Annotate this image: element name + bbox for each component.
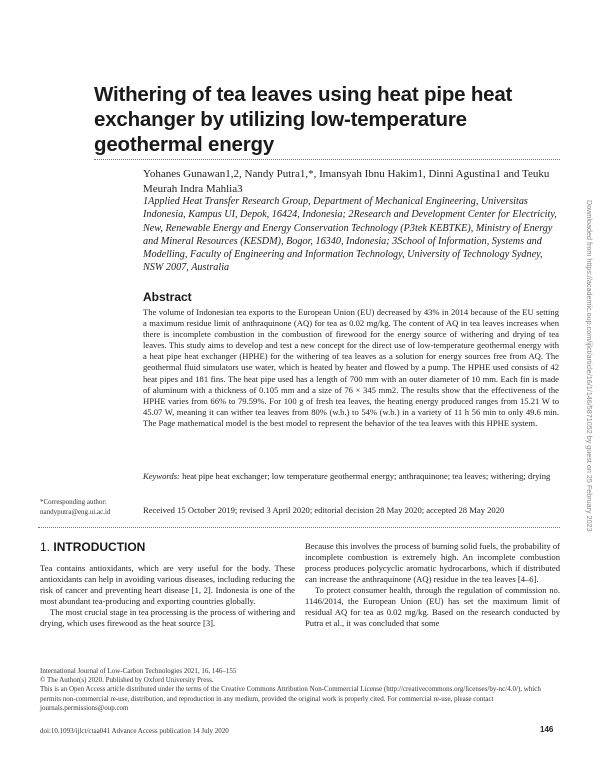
keywords-text: heat pipe heat exchanger; low temperature geothermal energy; anthraquinone; tea leaves; withering; drying — [182, 471, 551, 481]
journal-citation: International Journal of Low-Carbon Technologies 2021, 16, 146–155 — [40, 667, 237, 675]
abstract-text: The volume of Indonesian tea exports to the European Union (EU) decreased by 43% in 2014 because of the EU setting a maximum residue limit of anthraquinone (AQ) for tea as 0.02 mg/kg. The content of AQ in tea leaves increases when there is incomplete combustion in the combustion of firewood for the energy source of withering and drying of tea leaves. This study aims to develop and test a new concept for the direct use of low-temperature geothermal energy with a heat pipe heat exchanger (HPHE) for the withering of tea leaves as a solution for energy sources free from AQ. The geothermal fluid simulators use water, which is heated by heater and flowed by a pump. The HPHE used consists of 42 heat pipes and 181 fins. The heat pipe used has a length of 700 mm with an outer diameter of 10 mm. Each fin is made of aluminum with a thickness of 0.105 mm and a size of 76 × 345 mm2. The results show that the effectiveness of the HPHE varies from 66% to 79.59%. For 100 g of fresh tea leaves, the heating energy produced ranges from 15.21 W to 45.07 W, meaning it can wither tea leaves from 80% (w.b.) to 54% (w.b.) in a variety of 11 h 56 min to only 49.6 min. The Page mathematical model is the best model to represent the behavior of the tea leaves with this HPHE system. — [143, 307, 559, 428]
author-list: Yohanes Gunawan1,2, Nandy Putra1,*, Imansyah Ibnu Hakim1, Dinni Agustina1 and Teuku Meurah Indra Mahlia3 — [143, 168, 550, 195]
section-number: 1. — [40, 540, 51, 554]
page-footer — [40, 667, 560, 713]
copyright-line: © The Author(s) 2020. Published by Oxford University Press. — [40, 676, 214, 685]
intro-right-column — [305, 541, 560, 629]
article-title: Withering of tea leaves using heat pipe heat exchanger by utilizing low-temperature geothermal energy — [94, 83, 513, 156]
section-heading-introduction — [40, 540, 145, 554]
page-number: 146 — [540, 725, 554, 734]
license-text: This is an Open Access article distributed under the terms of the Creative Commons Attribution Non-Commercial License (http://creativecommons.org/licenses/by-nc/4.0/), which permits non-commercial re-use, distribution, and reproduction in any medium, provided the original work is properly cited. For commercial re-use, please contact journals.permissions@oup.com — [40, 685, 541, 712]
intro-paragraph: To protect consumer health, through the regulation of commission no. 1146/2014, the European Union (EU) has set the maximum limit of residual AQ for tea as 0.02 mg/kg. Based on the research conducted by Putra et al., it was concluded that some — [305, 585, 560, 628]
corresponding-label: *Corresponding author: — [40, 498, 107, 506]
intro-left-column — [40, 563, 295, 629]
affiliations: 1Applied Heat Transfer Research Group, Department of Mechanical Engineering, Universitas Indonesia, Kampus UI, Depok, 16424, Indonesia; 2Research and Development Center for Electricity, New, Renewable Energy and Energy Conservation Technology (P3tek KEBTKE), Ministry of Energy and Mineral Resources (KESDM), Bogor, 16340, Indonesia; 3School of Information, Systems and Modelling, Faculty of Engineering and Information Technology, University of Technology Sydney, NSW 2007, Australia — [143, 196, 557, 274]
received-dates: Received 15 October 2019; revised 3 April 2020; editorial decision 28 May 2020; accepted 28 May 2020 — [143, 505, 505, 515]
intro-paragraph: The most crucial stage in tea processing is the process of withering and drying, which uses firewood as the heat source [3]. — [40, 607, 295, 628]
abstract-heading: Abstract — [143, 290, 192, 304]
header-divider — [38, 527, 560, 528]
corresponding-email[interactable]: nandyputra@eng.ui.ac.id — [40, 507, 111, 516]
keywords — [143, 471, 559, 482]
download-watermark — [584, 200, 594, 660]
doi-line: doi:10.1093/ijlct/ctaa041 Advance Access publication 14 July 2020 — [40, 727, 229, 735]
corresponding-author — [40, 498, 140, 517]
keywords-label: Keywords: — [143, 471, 180, 481]
title-divider — [94, 159, 560, 160]
intro-paragraph: Because this involves the process of burning solid fuels, the probability of incomplete combustion is extremely high. An incomplete combustion process produces polycyclic aromatic hydrocarbons, which if distributed can increase the anthraquinone (AQ) residue in the tea leaves [4–6]. — [305, 541, 560, 584]
section-title: INTRODUCTION — [53, 540, 146, 554]
intro-paragraph: Tea contains antioxidants, which are very useful for the body. These antioxidants can help in avoiding various diseases, including reducing the risk of cancer and preventing heart disease [1, 2]. Indonesia is one of the most abundant tea-producing and exporting countries globally. — [40, 563, 295, 606]
download-watermark-text: Downloaded from https://academic.oup.com/ijlct/article/16/1/146/5871052 by guest on 25 February 2023 — [585, 200, 594, 532]
